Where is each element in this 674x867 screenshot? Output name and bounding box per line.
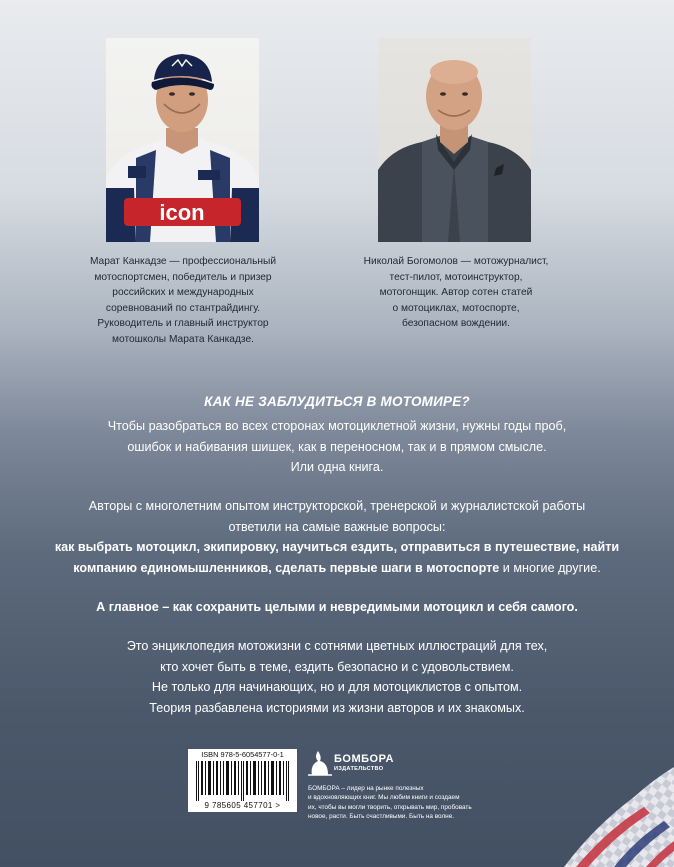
isbn-number: ISBN 978-5-6054577-0-1 bbox=[201, 750, 284, 759]
text-line: компанию единомышленников, сделать первые шаги в мотоспорте и многие другие. bbox=[73, 560, 601, 575]
text-line: ошибок и набивания шишек, как в переносном, так и в прямом смысле. bbox=[127, 439, 547, 454]
bio-line: мотоспортсмен, победитель и призер bbox=[94, 271, 272, 283]
blurb-paragraph-3: А главное – как сохранить целыми и невредимыми мотоцикл и себя самого. bbox=[96, 600, 578, 614]
bio-line: мотошколы Марата Канкадзе. bbox=[112, 333, 254, 345]
publisher-subtitle: ИЗДАТЕЛЬСТВО bbox=[334, 766, 384, 772]
text-line: Это энциклопедия мотожизни с сотнями цветных иллюстраций для тех, bbox=[126, 639, 548, 653]
author-bio-marat bbox=[63, 254, 303, 348]
isbn-barcode bbox=[188, 749, 297, 812]
publisher-tagline bbox=[308, 784, 488, 822]
jacket-logo-text: icon bbox=[159, 200, 205, 225]
text-line: Или одна книга. bbox=[290, 460, 384, 474]
blurb-paragraph-1 bbox=[40, 416, 634, 478]
bio-line: Руководитель и главный инструктор bbox=[97, 318, 269, 330]
author-name: Марат Канкадзе bbox=[89, 256, 167, 267]
author-photo-nikolay bbox=[378, 38, 531, 242]
blurb-heading: КАК НЕ ЗАБЛУДИТЬСЯ В МОТОМИРЕ? bbox=[204, 394, 470, 409]
publisher-name: БОМБОРА bbox=[334, 753, 394, 765]
bombora-wave-icon bbox=[308, 747, 332, 777]
bio-line: тест-пилот, мотоинструктор, bbox=[389, 271, 523, 283]
bio-line: соревнований по стантрайдингу. bbox=[105, 302, 261, 314]
blurb-paragraph-2 bbox=[40, 496, 634, 578]
text-line: кто хочет быть в теме, ездить безопасно и с удовольствием. bbox=[160, 659, 514, 674]
tagline-line: новое, расти. Быть счастливыми. Быть на волне. bbox=[308, 813, 455, 821]
text-line: Чтобы разобраться во всех сторонах мотоциклетной жизни, нужны годы проб, bbox=[107, 419, 567, 433]
author-photo-marat bbox=[106, 38, 259, 242]
author-name: Николай Богомолов bbox=[363, 256, 458, 267]
barcode-icon bbox=[196, 761, 289, 801]
text-line: Авторы с многолетним опытом инструкторской, тренерской и журналистской работы bbox=[88, 499, 586, 513]
text-line-bold: как выбрать мотоцикл, экипировку, научиться ездить, отправиться в путешествие, найти bbox=[54, 540, 620, 554]
blurb-paragraph-4 bbox=[40, 636, 634, 718]
bio-line: Марат Канкадзе — профессиональный bbox=[89, 256, 277, 267]
text-line: Не только для начинающих, но и для мотоциклистов с опытом. bbox=[151, 680, 523, 694]
tagline-line: их, чтобы вы могли творить, открывать мир, пробовать bbox=[308, 803, 472, 811]
bio-line: российских и международных bbox=[112, 287, 254, 299]
bold-text: компанию единомышленников, сделать первые шаги в мотоспорте bbox=[73, 560, 500, 575]
flag-decoration bbox=[504, 717, 674, 867]
publisher-logo bbox=[308, 747, 428, 779]
bio-line: мотогонщик. Автор сотен статей bbox=[379, 287, 533, 299]
text-line: ответили на самые важные вопросы: bbox=[228, 519, 446, 534]
tagline-line: БОМБОРА – лидер на рынке полезных bbox=[308, 785, 424, 792]
author-bio-nikolay bbox=[336, 254, 576, 332]
bio-line: о мотоциклах, мотоспорте, bbox=[392, 302, 520, 314]
tagline-line: и вдохновляющих книг. Мы любим книги и создаем bbox=[308, 794, 460, 802]
text-line: Теория разбавлена историями из жизни авторов и их знакомых. bbox=[149, 700, 525, 715]
bio-line: Николай Богомолов — мотожурналист, bbox=[363, 256, 549, 267]
bio-line: безопасном вождении. bbox=[402, 318, 510, 330]
barcode-digits: 9 785605 457701 > bbox=[204, 801, 281, 810]
